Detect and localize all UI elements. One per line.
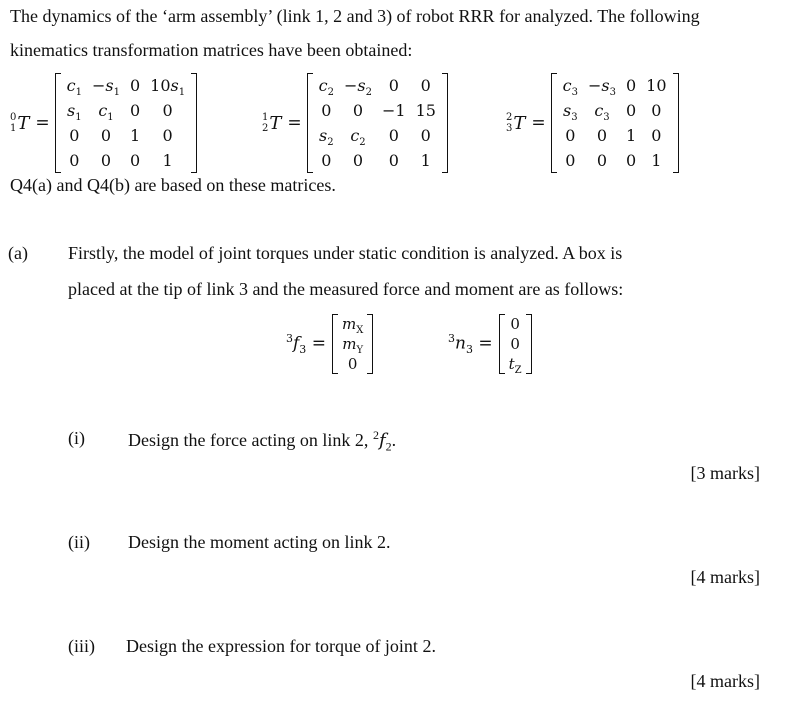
moment-sub: 3 bbox=[465, 343, 473, 357]
moment-entry: 0 bbox=[510, 335, 520, 353]
matrix-cell: 0 bbox=[100, 126, 112, 145]
matrix-cell: $c_1$ bbox=[66, 76, 82, 99]
matrix-1-2-symbol: T bbox=[269, 112, 282, 134]
moment-pre: 3 bbox=[448, 331, 455, 345]
matrix-0-1-label bbox=[10, 112, 50, 134]
matrix-cell: $s_1$ bbox=[67, 101, 82, 124]
matrix-2-3-pre-super: 2 bbox=[506, 112, 513, 123]
matrix-cell: 0 bbox=[596, 151, 608, 170]
force-entry: $m_X$ bbox=[341, 315, 364, 336]
force-vector-body bbox=[332, 314, 373, 374]
matrix-cell: 1 bbox=[420, 151, 431, 170]
force-entry: 0 bbox=[347, 355, 358, 373]
matrix-1-2-equals: = bbox=[287, 113, 302, 133]
matrix-cell: $-s_2$ bbox=[343, 76, 372, 99]
matrix-0-1-body bbox=[55, 73, 197, 173]
force-pre: 3 bbox=[286, 331, 293, 345]
matrix-cell: 0 bbox=[651, 126, 662, 145]
matrix-cell: 0 bbox=[162, 126, 173, 145]
intro-line-2: kinematics transformation matrices have been obtained: bbox=[10, 40, 413, 60]
matrix-0-1-grid bbox=[62, 73, 190, 173]
moment-vector-grid bbox=[506, 314, 525, 374]
matrix-cell: 0 bbox=[625, 101, 637, 120]
question-ii-text: Design the moment acting on link 2. bbox=[128, 532, 391, 552]
force-vector-label bbox=[286, 332, 326, 356]
matrix-0-1-pre-super: 0 bbox=[10, 112, 17, 123]
matrix-2-3-pre-sub: 3 bbox=[506, 123, 513, 134]
question-iii-marks: [4 marks] bbox=[690, 671, 760, 691]
intro-line-1: The dynamics of the ‘arm assembly’ (link 1, 2 and 3) of robot RRR for analyzed. The following bbox=[10, 6, 700, 26]
matrix-0-1 bbox=[10, 73, 197, 173]
matrix-cell: 0 bbox=[420, 126, 431, 145]
moment-vector-label bbox=[448, 332, 493, 356]
matrix-cell: 0 bbox=[352, 101, 364, 120]
matrix-1-2-grid bbox=[314, 73, 441, 173]
matrix-cell: 1 bbox=[651, 151, 662, 170]
matrix-cell: 0 bbox=[388, 126, 399, 145]
question-iii-text: Design the expression for torque of joint 2. bbox=[126, 636, 436, 656]
matrix-cell: 0 bbox=[388, 151, 399, 170]
moment-vector bbox=[448, 314, 532, 374]
force-sub: 3 bbox=[299, 343, 307, 357]
matrix-cell: 1 bbox=[625, 126, 637, 145]
matrix-1-2-label bbox=[262, 112, 302, 134]
matrix-0-1-pre-sub: 1 bbox=[10, 123, 17, 134]
matrix-cell: 0 bbox=[596, 126, 608, 145]
part-a-line-1: Firstly, the model of joint torques under static condition is analyzed. A box is bbox=[68, 243, 623, 263]
question-ii-marks: [4 marks] bbox=[690, 567, 760, 587]
matrix-cell: 0 bbox=[129, 101, 141, 120]
matrix-cell: 0 bbox=[565, 151, 576, 170]
matrix-1-2-body bbox=[307, 73, 448, 173]
matrix-cell: 0 bbox=[321, 151, 332, 170]
question-iii-number: (iii) bbox=[68, 636, 95, 656]
matrix-cell: $s_2$ bbox=[319, 126, 334, 149]
matrix-cell: 0 bbox=[129, 151, 141, 170]
matrix-cell: $c_1$ bbox=[98, 101, 114, 124]
moment-vector-body bbox=[499, 314, 532, 374]
question-i-body: Design the force acting on link 2, bbox=[128, 430, 373, 450]
matrix-cell: $s_3$ bbox=[563, 101, 578, 124]
force-vector-grid bbox=[339, 314, 366, 374]
matrix-cell: 0 bbox=[565, 126, 576, 145]
moment-equals: = bbox=[478, 333, 493, 354]
matrix-cell: 1 bbox=[162, 151, 173, 170]
question-i-symbol: f bbox=[378, 430, 386, 451]
matrices-note: Q4(a) and Q4(b) are based on these matrices. bbox=[10, 175, 336, 195]
moment-entry: $t_Z$ bbox=[508, 355, 522, 376]
matrix-cell: 0 bbox=[162, 101, 173, 120]
matrix-0-1-symbol: T bbox=[17, 112, 30, 134]
moment-entry: 0 bbox=[510, 315, 520, 333]
matrix-cell: $c_3$ bbox=[562, 76, 578, 99]
matrix-cell: 0 bbox=[651, 101, 662, 120]
question-i-sub: 2 bbox=[385, 439, 392, 454]
matrix-cell: 0 bbox=[625, 151, 637, 170]
matrix-cell: $c_2$ bbox=[350, 126, 366, 149]
moment-symbol: n bbox=[455, 333, 466, 354]
matrix-cell: $c_3$ bbox=[594, 101, 610, 124]
question-i-marks: [3 marks] bbox=[690, 463, 760, 483]
matrix-cell: $10s_1$ bbox=[150, 76, 186, 99]
matrix-0-1-equals: = bbox=[35, 113, 50, 133]
matrix-cell: 10 bbox=[646, 76, 667, 95]
matrix-cell: 0 bbox=[625, 76, 637, 95]
force-entry: $m_Y$ bbox=[342, 335, 364, 356]
matrix-cell: 0 bbox=[352, 151, 364, 170]
matrix-cell: 0 bbox=[69, 151, 80, 170]
part-a-line-2: placed at the tip of link 3 and the measured force and moment are as follows: bbox=[68, 279, 624, 299]
matrix-cell: $-s_1$ bbox=[91, 76, 120, 99]
force-symbol: f bbox=[293, 333, 300, 354]
force-equals: = bbox=[311, 333, 326, 354]
matrix-2-3-symbol: T bbox=[513, 112, 526, 134]
matrix-1-2-pre-super: 1 bbox=[262, 112, 269, 123]
matrix-cell: 0 bbox=[69, 126, 80, 145]
part-a-label: (a) bbox=[8, 243, 28, 263]
question-i-text bbox=[128, 428, 396, 455]
matrix-2-3-grid bbox=[558, 73, 672, 173]
matrix-2-3-body bbox=[551, 73, 679, 173]
force-vector bbox=[286, 314, 373, 374]
matrix-cell: 0 bbox=[321, 101, 332, 120]
matrix-cell: $-s_3$ bbox=[587, 76, 616, 99]
matrix-2-3-label bbox=[506, 112, 546, 134]
matrix-cell: 0 bbox=[100, 151, 112, 170]
matrix-cell: 0 bbox=[420, 76, 431, 95]
matrix-1-2-pre-sub: 2 bbox=[262, 123, 269, 134]
matrix-cell: 15 bbox=[415, 101, 436, 120]
matrix-cell: 1 bbox=[129, 126, 141, 145]
matrix-cell: 0 bbox=[388, 76, 399, 95]
matrix-cell: −1 bbox=[381, 101, 406, 120]
question-i-number: (i) bbox=[68, 428, 85, 448]
matrix-cell: 0 bbox=[129, 76, 141, 95]
question-i-pre: 2 bbox=[372, 428, 379, 442]
matrix-2-3 bbox=[506, 73, 679, 173]
question-ii-number: (ii) bbox=[68, 532, 90, 552]
matrix-1-2 bbox=[262, 73, 448, 173]
matrix-cell: $c_2$ bbox=[318, 76, 334, 99]
matrix-2-3-equals: = bbox=[531, 113, 546, 133]
question-i-end: . bbox=[391, 430, 397, 450]
